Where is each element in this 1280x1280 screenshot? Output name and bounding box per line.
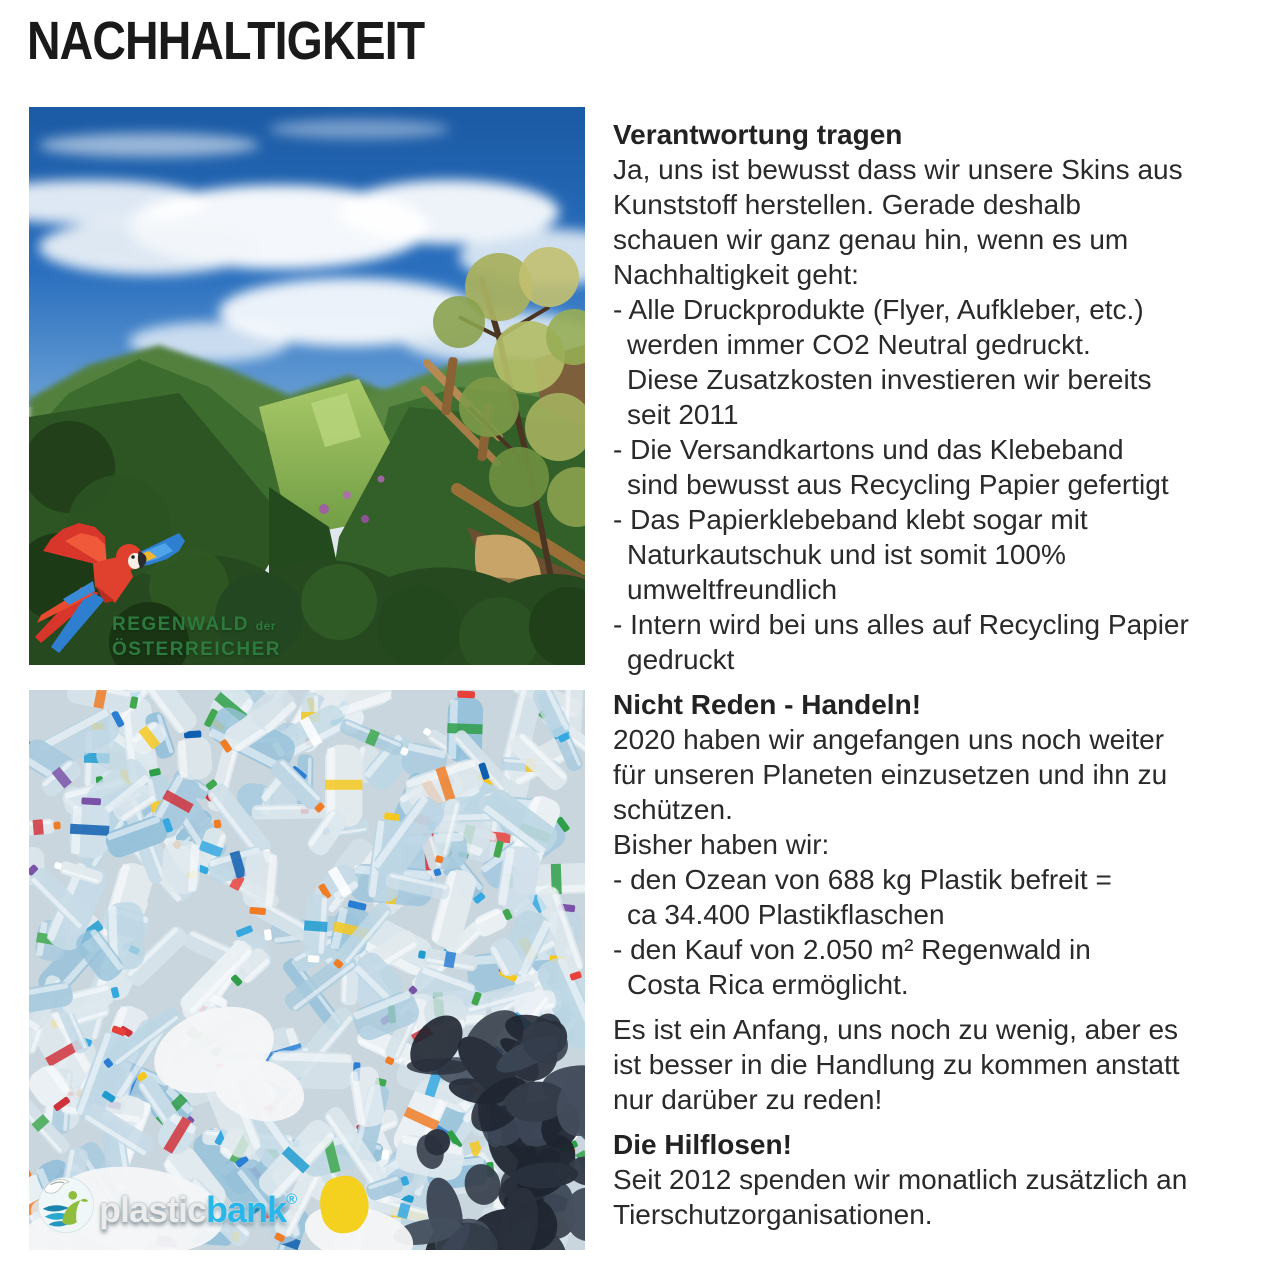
section-heading: Verantwortung tragen (613, 119, 903, 150)
registered-mark-icon: ® (286, 1191, 297, 1208)
text-line: Bisher haben wir: (613, 829, 830, 860)
text-line: Ja, uns ist bewusst dass wir unsere Skins aus (613, 154, 1183, 185)
text-line: Seit 2012 spenden wir monatlich zusätzlich an (613, 1164, 1188, 1195)
plasticbank-icon (37, 1176, 95, 1234)
text-line: sind bewusst aus Recycling Papier gefertigt (627, 469, 1169, 500)
text-line: Es ist ein Anfang, uns noch zu wenig, aber es (613, 1014, 1179, 1045)
text-line: - Das Papierklebeband klebt sogar mit (613, 504, 1088, 535)
text-line: - den Kauf von 2.050 m² Regenwald in (613, 934, 1091, 965)
text-section (613, 1012, 1273, 1117)
text-section (613, 117, 1273, 677)
text-section (613, 1127, 1273, 1232)
text-line: 2020 haben wir angefangen uns noch weiter (613, 724, 1165, 755)
text-line: umweltfreundlich (627, 574, 838, 605)
text-line: - Alle Druckprodukte (Flyer, Aufkleber, etc.) (613, 294, 1144, 325)
plasticbank-bank: bank (206, 1189, 287, 1230)
text-line: Costa Rica ermöglicht. (627, 969, 909, 1000)
regenwald-logo-line1: REGENWALD (112, 614, 249, 635)
plasticbank-wordmark (99, 1182, 296, 1228)
text-line: - Intern wird bei uns alles auf Recycling Papier (613, 609, 1189, 640)
text-line: gedruckt (627, 644, 735, 675)
regenwald-logo (112, 613, 281, 661)
text-line: schützen. (613, 794, 733, 825)
text-line: werden immer CO2 Neutral gedruckt. (627, 329, 1091, 360)
text-column (613, 117, 1273, 1242)
text-section (613, 687, 1273, 1002)
rainforest-photo (29, 107, 585, 665)
regenwald-logo-der: der (255, 619, 276, 633)
text-line: Naturkautschuk und ist somit 100% (627, 539, 1066, 570)
section-heading: Die Hilflosen! (613, 1129, 792, 1160)
text-line: seit 2011 (627, 399, 739, 430)
plastic-bottles-scenery (29, 690, 585, 1250)
regenwald-logo-line2: ÖSTERREICHER (112, 639, 281, 660)
text-line: ist besser in die Handlung zu kommen anstatt (613, 1049, 1180, 1080)
plasticbank-plastic: plastic (99, 1189, 207, 1230)
rainforest-scenery (29, 107, 585, 665)
text-line: Kunststoff herstellen. Gerade deshalb (613, 189, 1082, 220)
text-line: nur darüber zu reden! (613, 1084, 883, 1115)
text-line: Diese Zusatzkosten investieren wir bereits (627, 364, 1152, 395)
text-line: - den Ozean von 688 kg Plastik befreit = (613, 864, 1112, 895)
text-line: ca 34.400 Plastikflaschen (627, 899, 945, 930)
text-line: - Die Versandkartons und das Klebeband (613, 434, 1124, 465)
page-title: NACHHALTIGKEIT (27, 11, 425, 71)
text-line: für unseren Planeten einzusetzen und ihn zu (613, 759, 1168, 790)
plasticbank-logo (37, 1176, 296, 1234)
text-line: Tierschutzorganisationen. (613, 1199, 933, 1230)
text-line: schauen wir ganz genau hin, wenn es um (613, 224, 1129, 255)
text-line: Nachhaltigkeit geht: (613, 259, 859, 290)
section-heading: Nicht Reden - Handeln! (613, 689, 922, 720)
plastic-bottles-photo (29, 690, 585, 1250)
